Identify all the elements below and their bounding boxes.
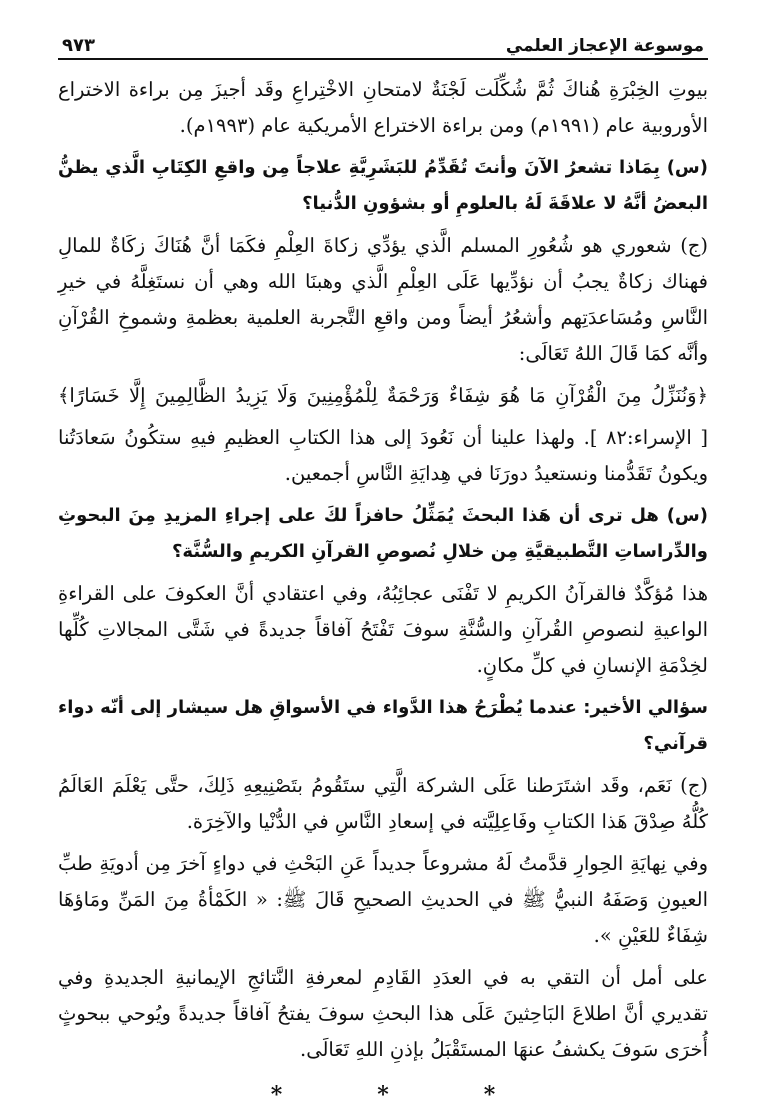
closing-paragraph-2: على أمل أن التقي به في العدَدِ القَادِمِ لمعرفةِ النَّتائجِ الإيمانيةِ الجديدةِ وفي تقديري أنَّ اطلاعَ البَاحِثينَ عَلَى هذا البحثِ سوفَ يفتحُ آفاقاً جديدةً ويُوحي ببحوثٍ أُخرَى سَوفَ يكشفُ عنهَا المستَقْبَلُ بإذنِ اللهِ تَعَالَى. — [58, 966, 708, 1061]
page-body — [58, 72, 708, 1108]
separator-star: * — [483, 1082, 496, 1108]
answer-2: هذا مُؤكَّدٌ فالقرآنُ الكريمِ لا تَفْنَى عجائِبُهُ، وفي اعتقادي أنَّ العكوفَ على القراءةِ الواعيةِ لنصوصِ القُرآنِ والسُّنَّةِ سوفَ تَفْتَحُ آفاقاً جديدةً في شَتَّى المجالاتِ كُلِّها لخِدْمَةِ الإنسانِ في كلِّ مكانٍ. — [58, 582, 708, 677]
page-number: ٩٧٣ — [62, 35, 95, 56]
book-title: موسوعة الإعجاز العلمي — [505, 36, 704, 56]
question-2: (س) هل ترى أن هَذا البحثَ يُمَثِّلُ حافزاً لكَ على إجراءِ المزيدِ مِنَ البحوثِ والدِّراساتِ التَّطبيقيَّةِ مِن خلالِ نُصوصِ القرآنِ الكريمِ والسُّنَّة؟ — [58, 505, 708, 562]
answer-1: (ج) شعوري هو شُعُورِ المسلم الَّذي يؤدِّي زكاةَ العِلْمِ فكَمَا أنَّ هُنَاكَ زكَاةٌ للمالِ فهناك زكاةٌ يجبُ أن نؤدِّيها عَلَى العِلْمِ الَّذي وهبنَا الله وهي أن نستَغِلَّهُ في خيرِ النَّاسِ ومُسَاعدَتِهم وأشعُرُ أيضاً ومن واقعِ التَّجربة العلمية بعظمةِ وشموخِ القُرْآنِ وأنَّه كمَا قَالَ اللهُ تَعَالَى: — [58, 234, 708, 365]
separator-star: * — [377, 1082, 389, 1108]
verse-reference: [ الإسراء:٨٢ ]. ولهذا علينا أن نَعُودَ إلى هذا الكتابِ العظيمِ فيهِ ستكُونُ سَعادَتُنا ويكونُ تَقَدُّمنا ونستعيدُ دورَنَا في هِدايَةِ النَّاسِ أجمعين. — [58, 426, 708, 485]
question-1: (س) بِمَاذا تشعرُ الآنَ وأنتَ تُقَدِّمُ للبَشَرِيَّةِ علاجاً مِن واقعِ الكِتَابِ الَّذي يظنُّ البعضُ أنَّهُ لا علاقَةَ لَهُ بالعلومِ أو بشؤونِ الدُّنيا؟ — [58, 157, 708, 214]
page — [58, 30, 708, 1108]
quran-verse: ﴿وَنُنَزِّلُ مِنَ الْقُرْآنِ مَا هُوَ شِفَاءٌ وَرَحْمَةٌ لِلْمُؤْمِنِينَ وَلَا يَزِيدُ الظَّالِمِينَ إِلَّا خَسَارًا﴾ — [58, 384, 708, 407]
separator-star: * — [270, 1082, 283, 1108]
paragraph-continuation: بيوتِ الخِبْرَةِ هُناكَ ثُمَّ شُكِّلَت لَجْنَةٌ لامتحانِ الاخْتِراعِ وقَد أجيزَ مِن براءة الاختراع الأوروبية عام (١٩٩١م) ومن براءة الاختراع الأمريكية عام (١٩٩٣م). — [58, 78, 708, 137]
closing-paragraph-1: وفي نِهايَةِ الحِوارِ قدَّمتُ لَهُ مشروعاً جديداً عَنِ البَحْثِ في دواءٍ آخرَ مِن أدويَةِ طبِّ العيونِ وَصَفَهُ النبيُّ ﷺ في الحديثِ الصحيحِ قَالَ ﷺ: « الكَمْأةُ مِنَ المَنِّ ومَاؤهَا شِفَاءٌ للعَيْنِ ». — [58, 852, 708, 947]
section-separator — [58, 1082, 708, 1108]
answer-3: (ج) نَعَم، وقَد اشتَرَطنا عَلَى الشركة الَّتِي ستَقُومُ بتَصْنِيعِهِ ذَلِكَ، حتَّى يَعْلَمَ العَالَمُ كُلُّهُ صِدْقَ هَذا الكتابِ وفَاعِلِيَّته في إسعادِ النَّاسِ في الدُّنْيا والآخِرَة. — [58, 774, 708, 833]
running-header — [58, 30, 708, 60]
question-3: سؤالي الأخير: عندما يُطْرَحُ هذا الدَّواء في الأسواقِ هل سيشار إلى أنّه دواء قرآني؟ — [58, 697, 708, 754]
